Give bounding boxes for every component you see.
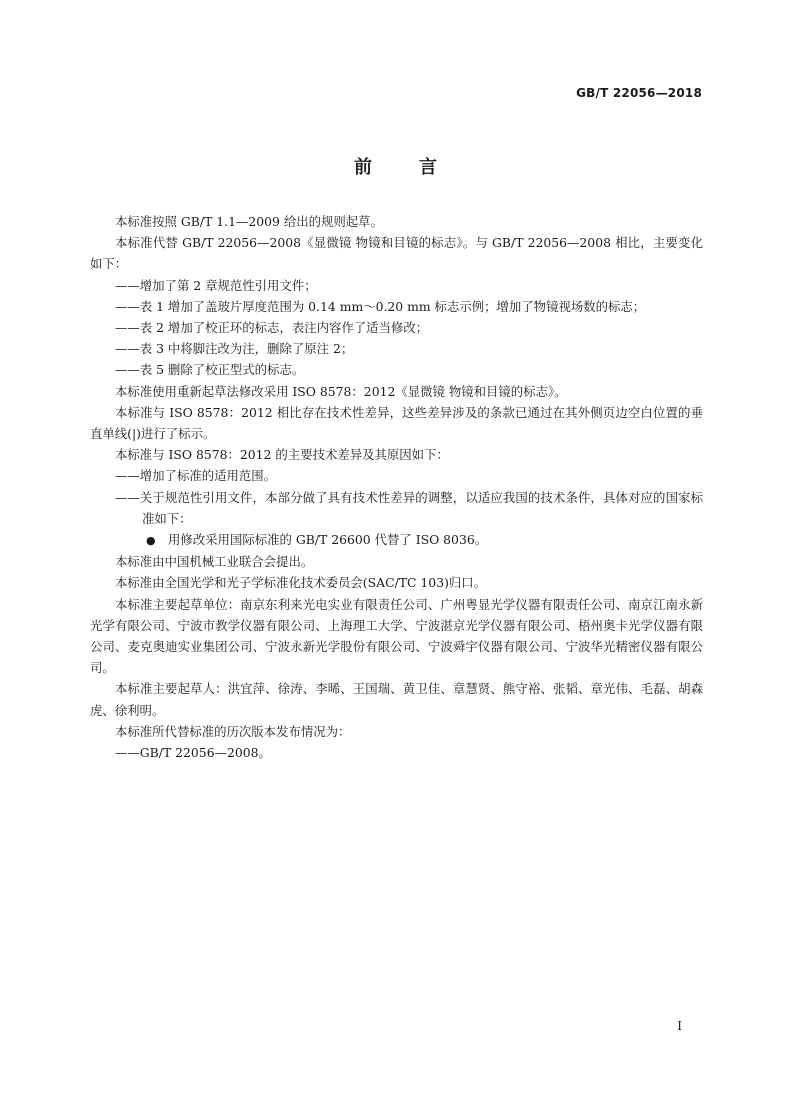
paragraph-proposed-by: 本标准由中国机械工业联合会提出。: [115, 554, 314, 570]
difference-item-1: ——增加了标准的适用范围。: [115, 468, 277, 484]
paragraph-under-jurisdiction: 本标准由全国光学和光子学标准化技术委员会(SAC/TC 103)归口。: [115, 575, 487, 591]
change-item-2: ——表 1 增加了盖玻片厚度范围为 0.14 mm～0.20 mm 标志示例；增加了物镜视场数的标志；: [115, 298, 646, 314]
previous-edition-item: ——GB/T 22056—2008。: [115, 745, 271, 761]
page-title-char-1: 前: [354, 157, 373, 178]
paragraph-main-differences: 本标准与 ISO 8578：2012 的主要技术差异及其原因如下：: [115, 447, 449, 463]
page-number: I: [677, 1019, 682, 1033]
difference-sub-item-text: 用修改采用国际标准的 GB/T 26600 代替了 ISO 8036。: [168, 532, 488, 548]
paragraph-previous-editions: 本标准所代替标准的历次版本发布情况为：: [115, 723, 351, 739]
foreword-body: [90, 211, 703, 763]
paragraph-adoption: 本标准使用重新起草法修改采用 ISO 8578：2012《显微镜 物镜和目镜的标志》。: [115, 383, 567, 399]
page-title: [0, 153, 792, 179]
bullet-icon: ●: [146, 534, 156, 548]
change-item-4: ——表 3 中将脚注改为注，删除了原注 2；: [115, 341, 354, 357]
paragraph-drafters: 本标准主要起草人：洪宜萍、徐涛、李晞、王国瑞、黄卫佳、章慧贤、熊守裕、张韬、章光伟、毛磊、胡森虎、徐利明。: [90, 681, 703, 718]
page-title-char-2: 言: [419, 157, 438, 178]
paragraph-drafting-rules: 本标准按照 GB/T 1.1—2009 给出的规则起草。: [115, 214, 383, 229]
standard-number: GB/T 22056—2018: [576, 86, 702, 100]
difference-sub-item: [90, 529, 703, 551]
change-item-5: ——表 5 删除了校正型式的标志。: [115, 362, 305, 378]
paragraph-drafting-units: 本标准主要起草单位：南京东利来光电实业有限责任公司、广州粤显光学仪器有限责任公司、南京江南永新光学有限公司、宁波市教学仪器有限公司、上海理工大学、宁波湛京光学仪器有限公司、梧州奥卡光学仪器有限公司、麦克奥迪实业集团公司、宁波永新光学股份有限公司、宁波舜宇仪器有限公司、宁波华光精密仪器有限公司。: [90, 596, 703, 676]
change-item-3: ——表 2 增加了校正环的标志，表注内容作了适当修改；: [115, 320, 429, 336]
difference-item-2: ——关于规范性引用文件，本部分做了具有技术性差异的调整，以适应我国的技术条件，具体对应的国家标准如下：: [115, 489, 703, 526]
change-item-1: ——增加了第 2 章规范性引用文件；: [115, 277, 317, 293]
paragraph-technical-deviation: 本标准与 ISO 8578：2012 相比存在技术性差异，这些差异涉及的条款已通过在其外侧页边空白位置的垂直单线(|)进行了标示。: [90, 404, 703, 442]
paragraph-replaces: 本标准代替 GB/T 22056—2008《显微镜 物镜和目镜的标志》。与 GB/T 22056—2008 相比，主要变化如下：: [90, 235, 703, 272]
